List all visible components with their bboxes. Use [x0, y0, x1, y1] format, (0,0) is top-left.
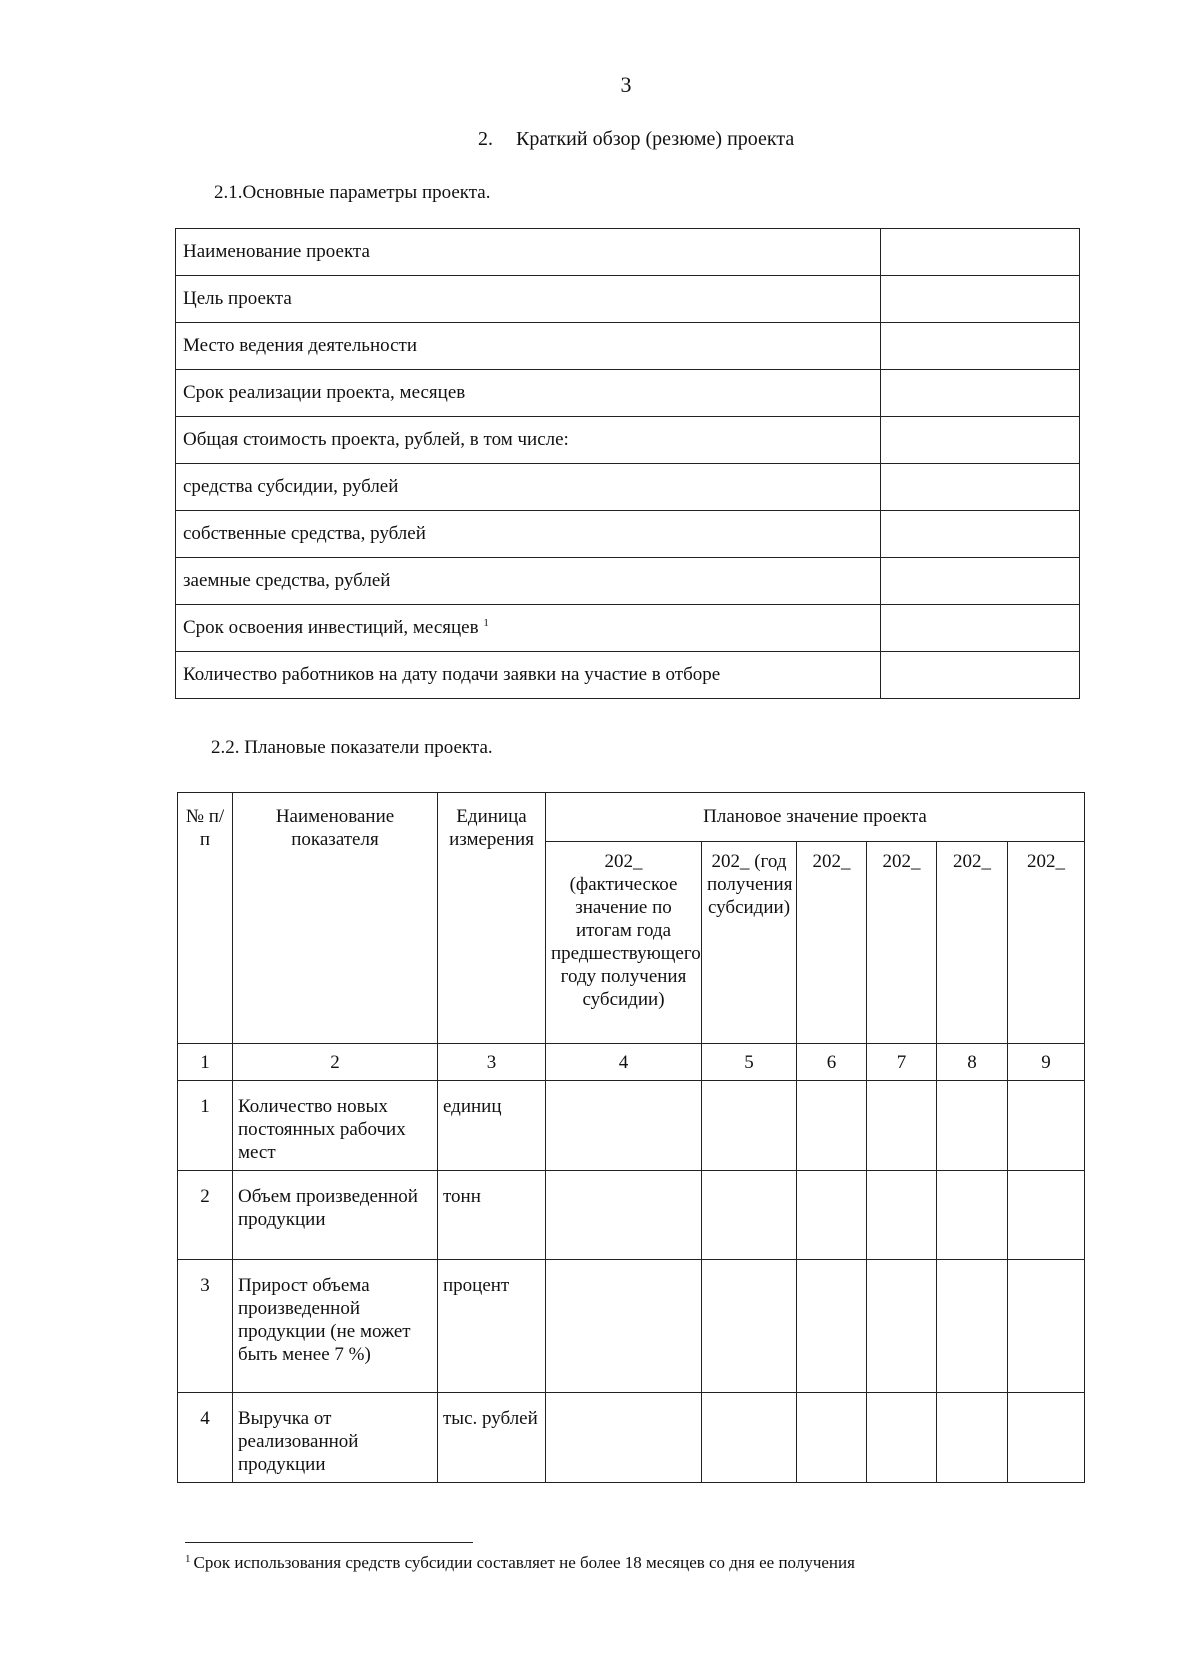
row-number: 2: [178, 1171, 233, 1260]
value-cell[interactable]: [702, 1081, 797, 1171]
table-row: [178, 1393, 1085, 1483]
param-label: [176, 605, 881, 652]
param-value-cell[interactable]: [881, 464, 1080, 511]
value-cell[interactable]: [546, 1260, 702, 1393]
value-cell[interactable]: [937, 1393, 1008, 1483]
value-cell[interactable]: [797, 1171, 867, 1260]
indicator-name: Выручка от реализованной продукции: [233, 1393, 438, 1483]
value-cell[interactable]: [937, 1171, 1008, 1260]
param-value-cell[interactable]: [881, 276, 1080, 323]
param-value-cell[interactable]: [881, 652, 1080, 699]
column-number: 6: [797, 1044, 867, 1081]
param-label: средства субсидии, рублей: [176, 464, 881, 511]
table-row: [176, 464, 1080, 511]
value-cell[interactable]: [867, 1081, 937, 1171]
footnote-text: Срок использования средств субсидии составляет не более 18 месяцев со дня ее получения: [193, 1553, 855, 1572]
header-unit: Единица измерения: [438, 793, 546, 1044]
param-value-cell[interactable]: [881, 417, 1080, 464]
param-value-cell[interactable]: [881, 229, 1080, 276]
header-year: 202_: [867, 842, 937, 1044]
footnote-ref: 1: [483, 617, 489, 629]
indicators-heading: 2.2. Плановые показатели проекта.: [211, 737, 493, 758]
indicator-name: Объем произведенной продукции: [233, 1171, 438, 1260]
table-row: [176, 558, 1080, 605]
indicator-name: Прирост объема произведенной продукции (не может быть менее 7 %): [233, 1260, 438, 1393]
header-year: 202_: [937, 842, 1008, 1044]
indicator-unit: единиц: [438, 1081, 546, 1171]
indicators-table: [177, 792, 1085, 1483]
value-cell[interactable]: [867, 1171, 937, 1260]
table-row: [178, 1171, 1085, 1260]
param-label: Наименование проекта: [176, 229, 881, 276]
table-row: [176, 229, 1080, 276]
column-number: 7: [867, 1044, 937, 1081]
row-number: 3: [178, 1260, 233, 1393]
value-cell[interactable]: [797, 1393, 867, 1483]
value-cell[interactable]: [702, 1393, 797, 1483]
row-number: 1: [178, 1081, 233, 1171]
column-number: 1: [178, 1044, 233, 1081]
value-cell[interactable]: [797, 1081, 867, 1171]
param-label: Количество работников на дату подачи заявки на участие в отборе: [176, 652, 881, 699]
footnote: [185, 1553, 855, 1573]
column-number: 9: [1008, 1044, 1085, 1081]
header-plan: Плановое значение проекта: [546, 793, 1085, 842]
header-year: 202_: [797, 842, 867, 1044]
param-label-text: Срок освоения инвестиций, месяцев: [183, 617, 479, 638]
value-cell[interactable]: [937, 1260, 1008, 1393]
column-numbers-row: [178, 1044, 1085, 1081]
table-row: [178, 1260, 1085, 1393]
table-row: [176, 370, 1080, 417]
row-number: 4: [178, 1393, 233, 1483]
column-number: 8: [937, 1044, 1008, 1081]
param-label: Цель проекта: [176, 276, 881, 323]
value-cell[interactable]: [867, 1260, 937, 1393]
param-value-cell[interactable]: [881, 370, 1080, 417]
value-cell[interactable]: [1008, 1081, 1085, 1171]
section-title: [478, 128, 794, 151]
value-cell[interactable]: [1008, 1260, 1085, 1393]
value-cell[interactable]: [546, 1171, 702, 1260]
header-year: 202_ (год получения субсидии): [702, 842, 797, 1044]
section-number: 2.: [478, 128, 493, 150]
value-cell[interactable]: [1008, 1393, 1085, 1483]
value-cell[interactable]: [797, 1260, 867, 1393]
indicator-unit: процент: [438, 1260, 546, 1393]
param-value-cell[interactable]: [881, 511, 1080, 558]
column-number: 4: [546, 1044, 702, 1081]
param-value-cell[interactable]: [881, 605, 1080, 652]
column-number: 2: [233, 1044, 438, 1081]
section-title-text: Краткий обзор (резюме) проекта: [516, 128, 795, 150]
param-label: заемные средства, рублей: [176, 558, 881, 605]
header-year: 202_ (фактическое значение по итогам года предшествующего году получения субсидии): [546, 842, 702, 1044]
header-row: [178, 793, 1085, 842]
value-cell[interactable]: [702, 1171, 797, 1260]
header-year: 202_: [1008, 842, 1085, 1044]
table-row: [176, 605, 1080, 652]
param-value-cell[interactable]: [881, 558, 1080, 605]
indicator-name: Количество новых постоянных рабочих мест: [233, 1081, 438, 1171]
footnote-mark: 1: [185, 1553, 191, 1565]
value-cell[interactable]: [1008, 1171, 1085, 1260]
value-cell[interactable]: [546, 1081, 702, 1171]
column-number: 3: [438, 1044, 546, 1081]
table-row: [176, 323, 1080, 370]
value-cell[interactable]: [937, 1081, 1008, 1171]
param-label: собственные средства, рублей: [176, 511, 881, 558]
param-label: Место ведения деятельности: [176, 323, 881, 370]
value-cell[interactable]: [702, 1260, 797, 1393]
table-row: [178, 1081, 1085, 1171]
param-value-cell[interactable]: [881, 323, 1080, 370]
value-cell[interactable]: [867, 1393, 937, 1483]
indicator-unit: тыс. рублей: [438, 1393, 546, 1483]
value-cell[interactable]: [546, 1393, 702, 1483]
params-table: [175, 228, 1080, 699]
page-number: 3: [620, 72, 632, 97]
column-number: 5: [702, 1044, 797, 1081]
table-row: [176, 417, 1080, 464]
table-row: [176, 652, 1080, 699]
table-row: [176, 276, 1080, 323]
header-name: Наименование показателя: [233, 793, 438, 1044]
param-label: Общая стоимость проекта, рублей, в том числе:: [176, 417, 881, 464]
table-row: [176, 511, 1080, 558]
indicator-unit: тонн: [438, 1171, 546, 1260]
params-heading: 2.1.Основные параметры проекта.: [214, 182, 491, 203]
param-label: Срок реализации проекта, месяцев: [176, 370, 881, 417]
header-num: № п/п: [178, 793, 233, 1044]
footnote-divider: [185, 1542, 473, 1543]
